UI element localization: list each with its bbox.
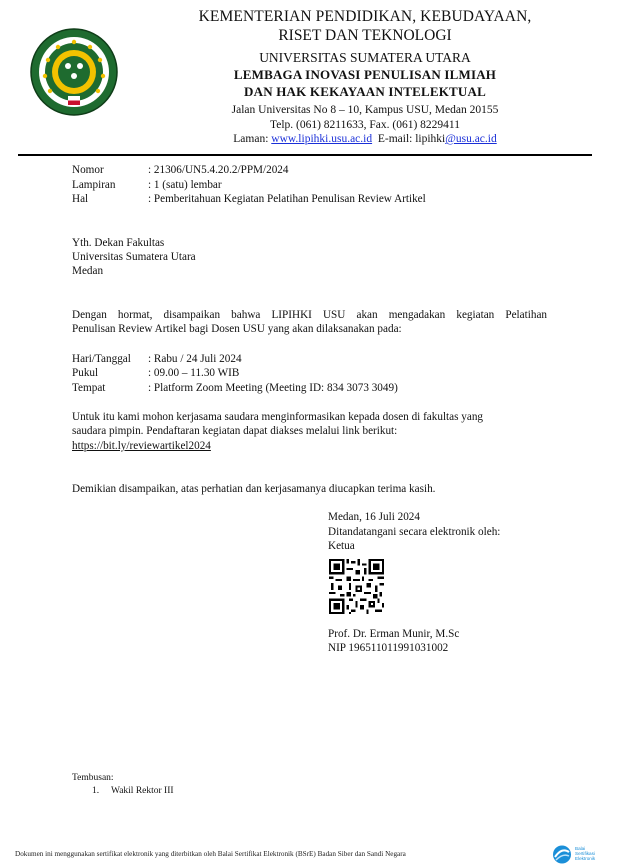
tempat-label: Tempat: [72, 382, 106, 394]
tempat-value: : Platform Zoom Meeting (Meeting ID: 834 3073 3049): [148, 382, 398, 394]
phone-fax: Telp. (061) 8211633, Fax. (061) 8229411: [270, 119, 460, 131]
letterhead-divider: [18, 154, 592, 156]
signer-name: Prof. Dr. Erman Munir, M.Sc: [328, 628, 460, 640]
institute-name-line1: LEMBAGA INOVASI PENULISAN ILMIAH: [233, 67, 497, 82]
cc-label: Tembusan:: [72, 773, 114, 783]
signer-nip: NIP 196511011991031002: [328, 642, 449, 654]
request-line2: saudara pimpin. Pendaftaran kegiatan dapat diakses melalui link berikut:: [72, 425, 398, 437]
registration-link[interactable]: https://bit.ly/reviewartikel2024: [72, 440, 211, 452]
nomor-value: : 21306/UN5.4.20.2/PPM/2024: [148, 164, 289, 176]
ministry-name-line1: KEMENTERIAN PENDIDIKAN, KEBUDAYAAN,: [198, 8, 532, 25]
email-label: E-mail: lipihki: [372, 133, 446, 145]
university-name: UNIVERSITAS SUMATERA UTARA: [259, 50, 471, 65]
website-label: Laman:: [233, 133, 272, 145]
university-seal-logo: [28, 28, 120, 116]
bsre-line3: Elektronik: [575, 856, 596, 861]
recipient-line1: Yth. Dekan Fakultas: [72, 237, 165, 249]
lampiran-label: Lampiran: [72, 179, 116, 191]
hari-value: : Rabu / 24 Juli 2024: [148, 353, 242, 365]
hal-value: : Pemberitahuan Kegiatan Pelatihan Penulisan Review Artikel: [148, 193, 426, 205]
email-domain-link[interactable]: @usu.ac.id: [445, 133, 497, 145]
institute-name-line2: DAN HAK KEKAYAAN INTELEKTUAL: [244, 84, 486, 99]
footer-disclaimer: Dokumen ini menggunakan sertifikat elektronik yang diterbitkan oleh Balai Sertifikat Elektronik (BSrE) Badan Siber dan Sandi Negara: [15, 850, 406, 858]
ministry-name-line2: RISET DAN TEKNOLOGI: [278, 27, 452, 44]
cc-item: Wakil Rektor III: [111, 786, 174, 796]
website-link[interactable]: www.lipihki.usu.ac.id: [271, 133, 373, 145]
closing-sentence: Demikian disampaikan, atas perhatian dan kerjasamanya diucapkan terima kasih.: [72, 483, 436, 495]
recipient-line3: Medan: [72, 265, 104, 277]
signature-qr-code: [329, 559, 384, 614]
cc-item-number: 1.: [92, 786, 100, 796]
bsre-line2: Sertifikasi: [575, 851, 595, 856]
bsre-logo-icon: [551, 845, 573, 864]
address: Jalan Universitas No 8 – 10, Kampus USU, Medan 20155: [231, 104, 499, 116]
place-date: Medan, 16 Juli 2024: [328, 511, 420, 523]
signed-by-label: Ditandatangani secara elektronik oleh:: [328, 526, 501, 538]
pukul-label: Pukul: [72, 367, 99, 379]
hal-label: Hal: [72, 193, 89, 205]
contact-line: [120, 134, 610, 146]
pukul-value: : 09.00 – 11.30 WIB: [148, 367, 240, 379]
bsre-line1: Balai: [575, 846, 586, 851]
request-line1: Untuk itu kami mohon kerjasama saudara menginformasikan kepada dosen di fakultas yang: [72, 411, 484, 423]
intro-line1: Dengan hormat, disampaikan bahwa LIPIHKI USU akan mengadakan kegiatan Pelatihan: [72, 309, 547, 321]
lampiran-value: : 1 (satu) lembar: [148, 179, 222, 191]
hari-label: Hari/Tanggal: [72, 353, 131, 365]
intro-line2: Penulisan Review Artikel bagi Dosen USU yang akan dilaksanakan pada:: [72, 323, 402, 335]
recipient-line2: Universitas Sumatera Utara: [72, 251, 196, 263]
bsre-logo-text: [575, 846, 595, 861]
signer-position: Ketua: [328, 540, 355, 552]
nomor-label: Nomor: [72, 164, 104, 176]
